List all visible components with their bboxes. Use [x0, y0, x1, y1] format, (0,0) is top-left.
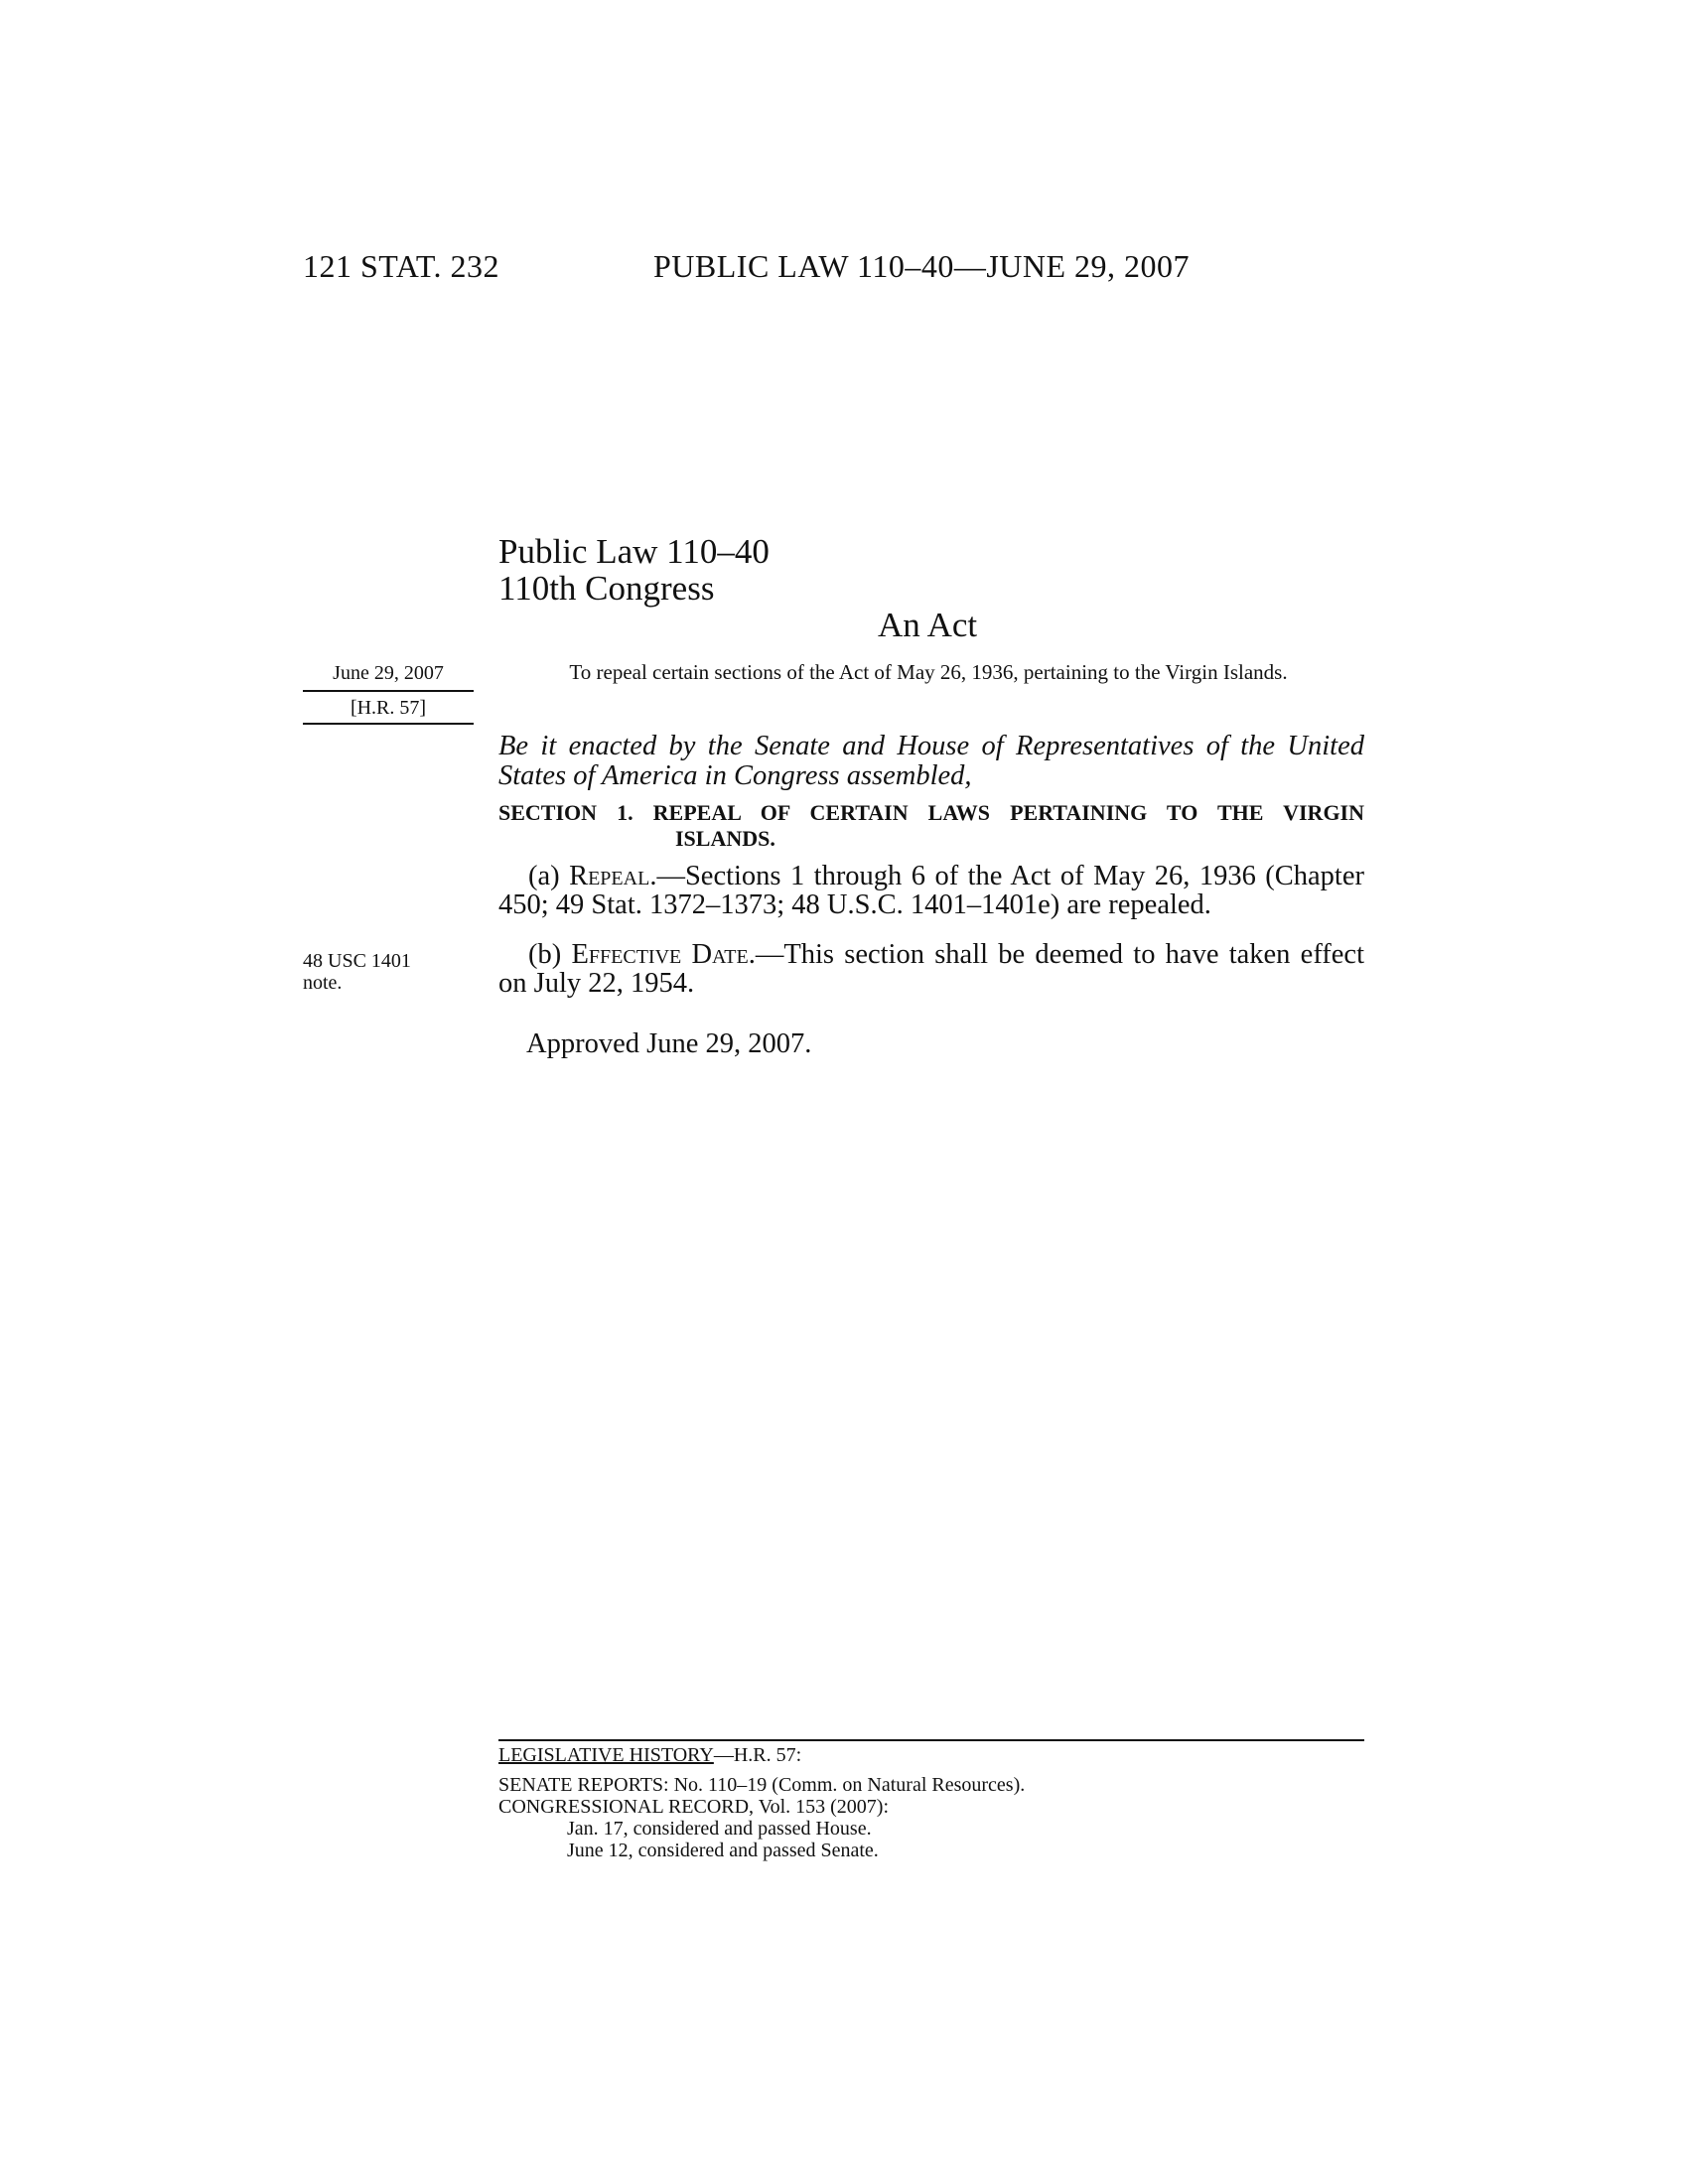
legislative-history-heading [498, 1744, 1364, 1766]
footer-rule [498, 1739, 1364, 1741]
legislative-history-title: LEGISLATIVE HISTORY [498, 1744, 714, 1766]
act-heading: An Act [878, 606, 978, 644]
usc-note-line2: note. [303, 972, 343, 994]
congressional-record: CONGRESSIONAL RECORD, Vol. 153 (2007): [498, 1796, 889, 1818]
subsection-a [498, 862, 1364, 919]
history-entry-senate: June 12, considered and passed Senate. [567, 1840, 879, 1861]
subsection-b [498, 940, 1364, 998]
subsection-b-text: .—This section shall be deemed to have taken effect on July 22, 1954. [498, 939, 1365, 999]
title-block [498, 533, 770, 607]
enacting-clause: Be it enacted by the Senate and House of Representatives of the United States of America in Congress assembled, [498, 731, 1364, 791]
section-heading-line2: ISLANDS. [675, 826, 775, 851]
margin-bill-number: [H.R. 57] [303, 692, 474, 725]
act-purpose: To repeal certain sections of the Act of May 26, 1936, pertaining to the Virgin Islands. [569, 660, 1288, 684]
margin-date: June 29, 2007 [303, 660, 474, 692]
subsection-a-caption: Repeal [569, 861, 650, 891]
margin-usc-note [303, 950, 452, 994]
legislative-history-bill: —H.R. 57: [713, 1744, 802, 1766]
margin-date-bill [303, 660, 474, 725]
congress-label: 110th Congress [498, 569, 715, 608]
section-heading [498, 800, 1364, 852]
senate-reports: SENATE REPORTS: No. 110–19 (Comm. on Natural Resources). [498, 1774, 1026, 1796]
subsection-b-caption: Effective Date [571, 939, 749, 970]
subsection-b-label: (b) [528, 939, 572, 970]
running-title: PUBLIC LAW 110–40—JUNE 29, 2007 [653, 248, 1191, 284]
subsection-a-text: .—Sections 1 through 6 of the Act of May 26, 1936 (Chapter 450; 49 Stat. 1372–1373; 48 U.S.C. 1401–1401e) are repealed. [498, 861, 1364, 920]
approval-date: Approved June 29, 2007. [526, 1028, 812, 1059]
usc-note-line1: 48 USC 1401 [303, 950, 411, 972]
legislative-history [498, 1744, 1364, 1861]
section-heading-line1: SECTION 1. REPEAL OF CERTAIN LAWS PERTAINING TO THE VIRGIN [498, 800, 1364, 825]
page-stat-reference: 121 STAT. 232 [303, 248, 500, 284]
subsection-a-label: (a) [528, 861, 570, 891]
law-number: Public Law 110–40 [498, 532, 770, 571]
history-entry-house: Jan. 17, considered and passed House. [567, 1818, 872, 1840]
